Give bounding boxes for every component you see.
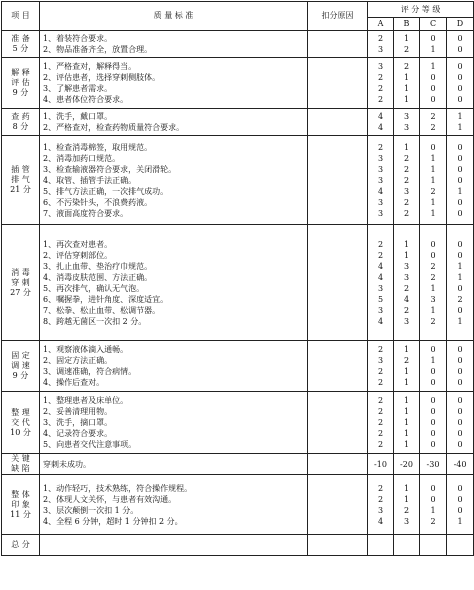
score-value: 1: [457, 261, 463, 271]
score-value: 0: [457, 483, 463, 493]
total-deduction-cell: [308, 535, 368, 556]
score-column-a: [368, 136, 394, 225]
score-column-d: [447, 454, 474, 475]
standard-item: 1、整理患者及床单位。: [43, 396, 129, 405]
score-value: 1: [403, 250, 410, 260]
score-column-a: [368, 109, 394, 136]
score-value: 0: [430, 34, 436, 43]
total-score-c: [420, 535, 447, 556]
score-value: 1: [403, 73, 410, 82]
score-value: 2: [430, 186, 436, 196]
score-value: 2: [377, 84, 384, 93]
header-standard: 质 量 标 准: [40, 2, 308, 31]
score-column-b: [394, 58, 420, 109]
section-project-line: 5 分: [12, 44, 29, 53]
section-project-line: 准 备: [11, 34, 30, 43]
section-row: [2, 136, 474, 225]
score-value: 1: [403, 378, 410, 387]
score-value: 3: [377, 175, 384, 185]
section-project-line: 缺 陷: [11, 464, 30, 473]
score-value: -10: [374, 459, 387, 469]
score-value: 1: [403, 345, 410, 354]
score-value: 2: [457, 294, 463, 304]
section-project-line: 11 分: [10, 509, 31, 519]
section-project-line: 9 分: [12, 88, 29, 97]
score-value: 1: [403, 429, 410, 438]
score-value: 0: [457, 95, 463, 104]
standard-item: 1、严格查对，解释得当。: [43, 62, 137, 71]
section-standards: [40, 341, 308, 392]
score-column-c: [420, 475, 447, 535]
standard-item: 7、液面高度符合要求。: [43, 208, 129, 218]
score-value: 1: [403, 494, 410, 504]
score-value: 3: [377, 305, 384, 315]
standard-item: 2、严格查对，检查药物质量符合要求。: [43, 123, 185, 132]
header-deduction: 扣分原因: [308, 2, 368, 31]
section-project-line: 8 分: [12, 122, 29, 131]
section-row: [2, 109, 474, 136]
score-value: 0: [430, 440, 436, 449]
score-value: 2: [377, 440, 384, 449]
score-value: 2: [377, 407, 384, 416]
score-value: 3: [403, 123, 410, 132]
score-value: 1: [403, 142, 410, 152]
score-value: 2: [377, 239, 384, 249]
score-value: 5: [377, 294, 384, 304]
score-value: 3: [430, 294, 436, 304]
score-value: 0: [457, 153, 463, 163]
score-column-c: [420, 58, 447, 109]
score-column-a: [368, 58, 394, 109]
section-project-line: 21 分: [10, 185, 31, 194]
score-value: 1: [430, 45, 436, 54]
standard-item: 5、再次排气，确认无气泡。: [43, 283, 145, 293]
score-value: 3: [377, 45, 384, 54]
score-column-c: [420, 225, 447, 341]
deduction-reason-cell: [308, 341, 368, 392]
score-column-a: [368, 392, 394, 454]
deduction-reason-cell: [308, 31, 368, 58]
section-standards: [40, 475, 308, 535]
score-value: 3: [377, 153, 384, 163]
standard-item: 1、检查消毒棉签，取用规范。: [43, 142, 153, 152]
section-project-line: 9 分: [12, 371, 29, 380]
section-standards: [40, 225, 308, 341]
scoring-table: [1, 1, 474, 556]
deduction-reason-cell: [308, 136, 368, 225]
score-column-d: [447, 136, 474, 225]
header-grade: 评 分 等 级: [368, 2, 474, 18]
standard-item: 5、排气方法正确，一次排气成功。: [43, 186, 169, 196]
standard-item: 4、患者体位符合要求。: [43, 95, 129, 104]
section-row: [2, 225, 474, 341]
score-value: 0: [457, 164, 463, 174]
score-column-c: [420, 392, 447, 454]
score-value: 1: [430, 505, 436, 515]
section-standards: [40, 136, 308, 225]
score-value: 0: [457, 345, 463, 354]
section-project-line: 穿 刺: [11, 277, 30, 287]
score-value: 2: [403, 153, 410, 163]
score-value: 1: [430, 197, 436, 207]
standard-item: 6、嘱握拳，进针角度、深度适宜。: [43, 294, 169, 304]
section-row: [2, 392, 474, 454]
standard-item: 2、评估穿刺部位。: [43, 250, 113, 260]
score-value: 0: [430, 95, 436, 104]
standard-item: 2、消毒加药口规范。: [43, 153, 121, 163]
score-value: 0: [457, 378, 463, 387]
score-value: 0: [457, 73, 463, 82]
score-value: 1: [457, 272, 463, 282]
section-project-line: 27 分: [10, 287, 31, 297]
score-value: 2: [430, 123, 436, 132]
score-value: 2: [377, 483, 384, 493]
score-value: 2: [377, 378, 384, 387]
score-value: 4: [377, 123, 384, 132]
deduction-reason-cell: [308, 109, 368, 136]
score-value: 0: [457, 367, 463, 376]
score-column-b: [394, 475, 420, 535]
section-standards: [40, 31, 308, 58]
score-value: 0: [457, 305, 463, 315]
score-column-d: [447, 58, 474, 109]
score-value: 2: [430, 516, 436, 526]
standard-item: 2、物品准备齐全，放置合理。: [43, 45, 153, 54]
section-project-line: 评 估: [11, 78, 30, 87]
score-column-b: [394, 136, 420, 225]
section-project: [2, 392, 40, 454]
standard-item: 1、再次查对患者。: [43, 239, 113, 249]
score-value: -20: [400, 459, 413, 469]
header-level-c: C: [420, 18, 447, 31]
score-value: 1: [430, 62, 436, 71]
standard-item: 2、评估患者，选择穿刺侧肢体。: [43, 73, 161, 82]
score-value: 4: [377, 261, 384, 271]
score-value: 1: [403, 95, 410, 104]
score-value: 1: [430, 153, 436, 163]
score-value: 4: [403, 294, 410, 304]
standard-item: 2、体现人文关怀，与患者有效沟通。: [43, 494, 177, 504]
score-value: 2: [403, 208, 410, 218]
standard-item: 2、妥善清理用物。: [43, 407, 113, 416]
score-value: 0: [457, 197, 463, 207]
score-value: 0: [430, 250, 436, 260]
standard-item: 1、动作轻巧，技术熟练，符合操作规程。: [43, 483, 193, 493]
standard-item: 4、记录符合要求。: [43, 429, 113, 438]
score-value: 0: [430, 378, 436, 387]
score-value: 1: [430, 175, 436, 185]
score-column-a: [368, 341, 394, 392]
score-value: 2: [403, 197, 410, 207]
section-project-line: 解 释: [11, 68, 30, 77]
score-value: 1: [457, 123, 463, 132]
score-value: 3: [403, 261, 410, 271]
section-project: [2, 58, 40, 109]
header-level-b: B: [394, 18, 420, 31]
total-score-a: [368, 535, 394, 556]
score-value: 3: [377, 208, 384, 218]
section-project-line: 消 毒: [11, 267, 30, 277]
score-value: 0: [457, 283, 463, 293]
section-project-line: 关 键: [11, 454, 30, 463]
score-value: 1: [430, 164, 436, 174]
score-value: 2: [403, 175, 410, 185]
standard-item: 3、检查输液器符合要求，关闭滑轮。: [43, 164, 177, 174]
score-column-b: [394, 31, 420, 58]
section-project: [2, 109, 40, 136]
standard-item: 1、着装符合要求。: [43, 34, 113, 43]
standard-item: 3、洗手，摘口罩。: [43, 418, 113, 427]
score-value: 0: [430, 407, 436, 416]
score-value: 0: [457, 45, 463, 54]
score-column-a: [368, 31, 394, 58]
standard-item: 穿刺未成功。: [43, 459, 91, 469]
section-project-line: 交 代: [11, 417, 30, 427]
standard-item: 4、消毒皮肤范围、方法正确。: [43, 272, 153, 282]
score-value: 2: [403, 356, 410, 365]
total-score-b: [394, 535, 420, 556]
score-value: 1: [457, 186, 463, 196]
score-value: 1: [430, 208, 436, 218]
score-column-b: [394, 341, 420, 392]
score-value: 0: [457, 494, 463, 504]
section-project: [2, 31, 40, 58]
score-value: 2: [377, 142, 384, 152]
section-project: [2, 454, 40, 475]
header-level-d: D: [447, 18, 474, 31]
score-value: 0: [430, 73, 436, 82]
score-value: 4: [377, 516, 384, 526]
score-value: 1: [430, 283, 436, 293]
standard-item: 3、层次颠倒一次扣 1 分。: [43, 505, 139, 515]
score-value: 0: [457, 505, 463, 515]
section-project-line: 调 速: [11, 361, 30, 370]
header-project: 项 目: [2, 2, 40, 31]
score-column-b: [394, 392, 420, 454]
score-value: 0: [430, 367, 436, 376]
score-value: 2: [430, 261, 436, 271]
score-value: 4: [377, 112, 384, 121]
score-value: 2: [430, 316, 436, 326]
score-column-c: [420, 341, 447, 392]
standard-item: 3、了解患者需求。: [43, 84, 113, 93]
score-value: 0: [430, 142, 436, 152]
standard-item: 4、全程 6 分钟，超时 1 分钟扣 2 分。: [43, 516, 183, 526]
deduction-reason-cell: [308, 454, 368, 475]
score-value: 2: [403, 164, 410, 174]
score-value: 1: [457, 516, 463, 526]
standard-item: 1、洗手，戴口罩。: [43, 112, 113, 121]
score-value: 0: [430, 483, 436, 493]
score-value: 2: [403, 283, 410, 293]
score-value: 0: [457, 84, 463, 93]
score-value: 2: [403, 305, 410, 315]
score-value: 3: [403, 112, 410, 121]
score-value: 3: [377, 62, 384, 71]
score-value: 1: [430, 305, 436, 315]
section-project: [2, 225, 40, 341]
score-value: 2: [377, 494, 384, 504]
score-column-d: [447, 392, 474, 454]
score-value: 3: [403, 272, 410, 282]
section-project-line: 整 体: [11, 489, 30, 499]
score-column-d: [447, 109, 474, 136]
standard-item: 4、操作后查对。: [43, 378, 105, 387]
score-value: 0: [457, 239, 463, 249]
score-column-c: [420, 454, 447, 475]
score-value: -40: [453, 459, 467, 469]
score-value: 3: [403, 516, 410, 526]
total-score-d: [447, 535, 474, 556]
score-value: 0: [457, 356, 463, 365]
section-project-line: 查 药: [11, 112, 30, 121]
standard-item: 6、不污染针头，不浪费药液。: [43, 197, 153, 207]
score-value: 3: [377, 164, 384, 174]
score-value: 3: [377, 505, 384, 515]
standard-item: 5、向患者交代注意事项。: [43, 440, 137, 449]
score-value: 0: [457, 429, 463, 438]
score-value: 2: [430, 272, 436, 282]
score-column-a: [368, 225, 394, 341]
section-standards: [40, 58, 308, 109]
score-value: 0: [430, 429, 436, 438]
standard-item: 1、观察液体滴入通畅。: [43, 345, 129, 354]
score-value: 2: [377, 345, 384, 354]
score-value: 1: [403, 418, 410, 427]
section-row: [2, 58, 474, 109]
score-value: 1: [403, 34, 410, 43]
score-value: 1: [403, 440, 410, 449]
section-row: [2, 341, 474, 392]
score-value: 1: [457, 112, 463, 121]
score-value: 4: [377, 186, 384, 196]
total-standard-cell: [40, 535, 308, 556]
section-project-line: 10 分: [10, 427, 31, 437]
deduction-reason-cell: [308, 392, 368, 454]
score-value: 1: [430, 356, 436, 365]
score-column-a: [368, 454, 394, 475]
score-column-d: [447, 341, 474, 392]
score-value: 3: [377, 283, 384, 293]
section-project-line: 固 定: [11, 351, 30, 360]
score-value: 2: [403, 505, 410, 515]
score-value: 1: [403, 396, 410, 405]
header-level-a: A: [368, 18, 394, 31]
score-column-b: [394, 109, 420, 136]
score-value: 1: [403, 407, 410, 416]
score-value: 2: [403, 45, 410, 54]
score-column-c: [420, 109, 447, 136]
standard-item: 3、扎止血带、垫治疗巾规范。: [43, 261, 153, 271]
score-value: 2: [377, 73, 384, 82]
section-standards: [40, 392, 308, 454]
section-project-line: 印 象: [11, 499, 30, 509]
standard-item: 3、调速准确，符合病情。: [43, 367, 137, 376]
score-column-c: [420, 31, 447, 58]
score-value: 1: [403, 483, 410, 493]
score-value: 4: [377, 316, 384, 326]
score-column-a: [368, 475, 394, 535]
score-value: 3: [377, 197, 384, 207]
score-value: 0: [457, 407, 463, 416]
score-value: 1: [403, 84, 410, 93]
score-value: 0: [430, 396, 436, 405]
section-standards: [40, 454, 308, 475]
section-project-line: 排 气: [11, 175, 30, 184]
standard-item: 2、固定方法正确。: [43, 356, 113, 365]
score-column-b: [394, 225, 420, 341]
deduction-reason-cell: [308, 475, 368, 535]
score-value: 3: [377, 356, 384, 365]
score-value: 3: [403, 186, 410, 196]
score-value: 0: [430, 239, 436, 249]
section-project: [2, 475, 40, 535]
score-value: 1: [457, 316, 463, 326]
score-value: 0: [457, 440, 463, 449]
score-value: 0: [430, 494, 436, 504]
score-value: 0: [457, 250, 463, 260]
section-row: [2, 454, 474, 475]
section-standards: [40, 109, 308, 136]
score-value: 0: [457, 175, 463, 185]
deduction-reason-cell: [308, 225, 368, 341]
total-label: 总 分: [2, 535, 40, 556]
score-value: 3: [403, 316, 410, 326]
section-project-line: 插 管: [11, 165, 30, 174]
section-row: [2, 31, 474, 58]
score-value: 1: [403, 367, 410, 376]
score-value: 2: [377, 95, 384, 104]
score-column-b: [394, 454, 420, 475]
score-value: 0: [430, 345, 436, 354]
score-column-d: [447, 225, 474, 341]
score-value: 4: [377, 272, 384, 282]
standard-item: 4、取管、插管手法正确。: [43, 175, 137, 185]
section-row: [2, 475, 474, 535]
score-value: 2: [377, 418, 384, 427]
standard-item: 7、松拳、松止血带、松调节器。: [43, 305, 161, 315]
score-value: 2: [377, 396, 384, 405]
score-value: 2: [430, 112, 436, 121]
score-column-d: [447, 475, 474, 535]
score-value: 0: [457, 208, 463, 218]
score-value: 2: [377, 34, 384, 43]
score-value: 2: [377, 250, 384, 260]
score-value: 2: [377, 367, 384, 376]
standard-item: 8、跨越无菌区一次扣 2 分。: [43, 316, 147, 326]
score-value: 1: [403, 239, 410, 249]
deduction-reason-cell: [308, 58, 368, 109]
score-column-d: [447, 31, 474, 58]
score-value: 0: [457, 62, 463, 71]
score-value: 0: [457, 396, 463, 405]
score-value: 2: [403, 62, 410, 71]
score-column-c: [420, 136, 447, 225]
section-project-line: 整 理: [11, 407, 30, 417]
score-value: 0: [457, 142, 463, 152]
score-value: -30: [426, 459, 440, 469]
score-value: 0: [430, 418, 436, 427]
score-value: 2: [377, 429, 384, 438]
score-value: 0: [430, 84, 436, 93]
section-project: [2, 136, 40, 225]
score-value: 0: [457, 34, 463, 43]
score-value: 0: [457, 418, 463, 427]
section-project: [2, 341, 40, 392]
